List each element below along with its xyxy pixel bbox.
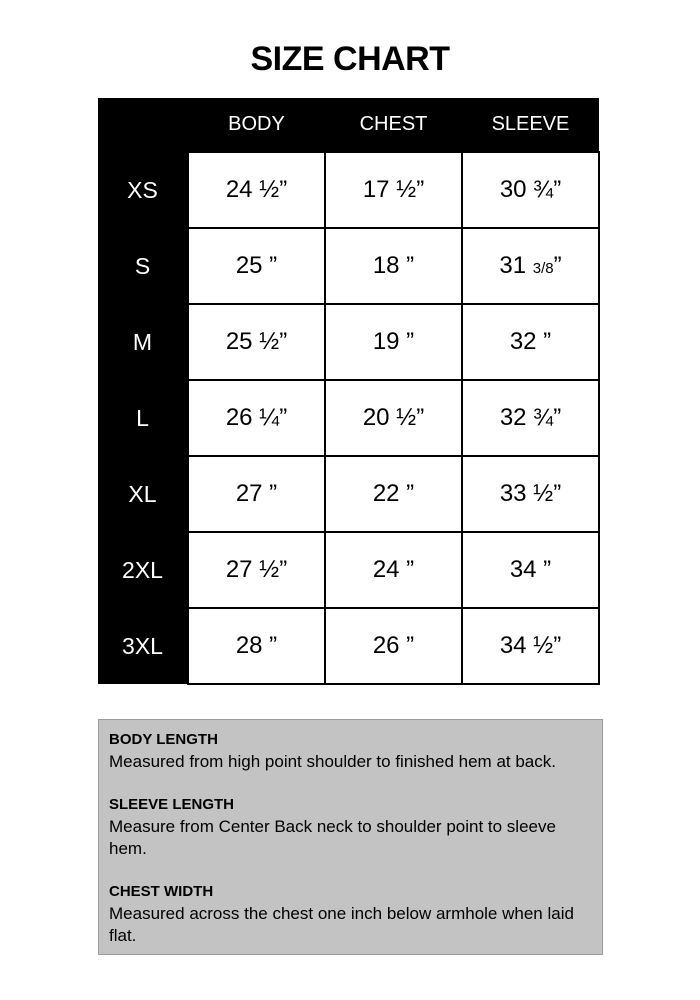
column-header-chest: CHEST [325, 98, 462, 152]
column-header-sleeve: SLEEVE [462, 98, 599, 152]
value-cell-chest: 24 ” [325, 532, 462, 608]
note-heading: CHEST WIDTH [109, 883, 214, 900]
value-cell-body: 24 ½” [188, 152, 325, 228]
note-text: Measured from high point shoulder to finished hem at back. [109, 752, 556, 771]
table-row-xs [98, 152, 599, 228]
note-heading: BODY LENGTH [109, 731, 218, 748]
value-cell-sleeve: 30 ¾” [462, 152, 599, 228]
size-cell: XS [98, 152, 188, 228]
value-cell-chest: 26 ” [325, 608, 462, 684]
table-row-xl [98, 456, 599, 532]
size-cell: S [98, 228, 188, 304]
value-cell-chest: 19 ” [325, 304, 462, 380]
value-cell-chest: 22 ” [325, 456, 462, 532]
value-cell-chest: 20 ½” [325, 380, 462, 456]
page-title: SIZE CHART [250, 40, 450, 78]
table-row-l [98, 380, 599, 456]
size-cell: M [98, 304, 188, 380]
note-text: Measure from Center Back neck to shoulder point to sleeve hem. [109, 817, 556, 858]
value-cell-body: 27 ” [188, 456, 325, 532]
value-cell-body: 28 ” [188, 608, 325, 684]
size-cell: L [98, 380, 188, 456]
note-heading: SLEEVE LENGTH [109, 796, 235, 813]
value-text: 31 [499, 252, 533, 279]
note-text: Measured across the chest one inch below armhole when laid flat. [109, 904, 574, 945]
value-cell-sleeve: 32 ” [462, 304, 599, 380]
table-header-row [98, 98, 599, 152]
table-row-2xl [98, 532, 599, 608]
size-chart-table [98, 98, 600, 685]
value-cell-chest: 18 ” [325, 228, 462, 304]
note-sleeve-length [109, 794, 592, 860]
size-cell: 3XL [98, 608, 188, 684]
column-header-body: BODY [188, 98, 325, 152]
value-cell-sleeve: 32 ¾” [462, 380, 599, 456]
value-cell-sleeve [462, 228, 599, 304]
table-row-s [98, 228, 599, 304]
value-fraction-small: 3/8 [532, 260, 554, 277]
value-cell-sleeve: 33 ½” [462, 456, 599, 532]
value-cell-body: 25 ½” [188, 304, 325, 380]
value-quote: ” [553, 252, 562, 279]
value-cell-sleeve: 34 ½” [462, 608, 599, 684]
table-row-m [98, 304, 599, 380]
note-chest-width [109, 881, 592, 947]
value-cell-sleeve: 34 ” [462, 532, 599, 608]
corner-cell [98, 98, 188, 152]
notes-panel [98, 719, 603, 955]
note-body-length [109, 729, 592, 773]
size-cell: XL [98, 456, 188, 532]
value-cell-body: 27 ½” [188, 532, 325, 608]
value-cell-body: 26 ¼” [188, 380, 325, 456]
size-cell: 2XL [98, 532, 188, 608]
table-row-3xl [98, 608, 599, 684]
value-cell-chest: 17 ½” [325, 152, 462, 228]
value-cell-body: 25 ” [188, 228, 325, 304]
